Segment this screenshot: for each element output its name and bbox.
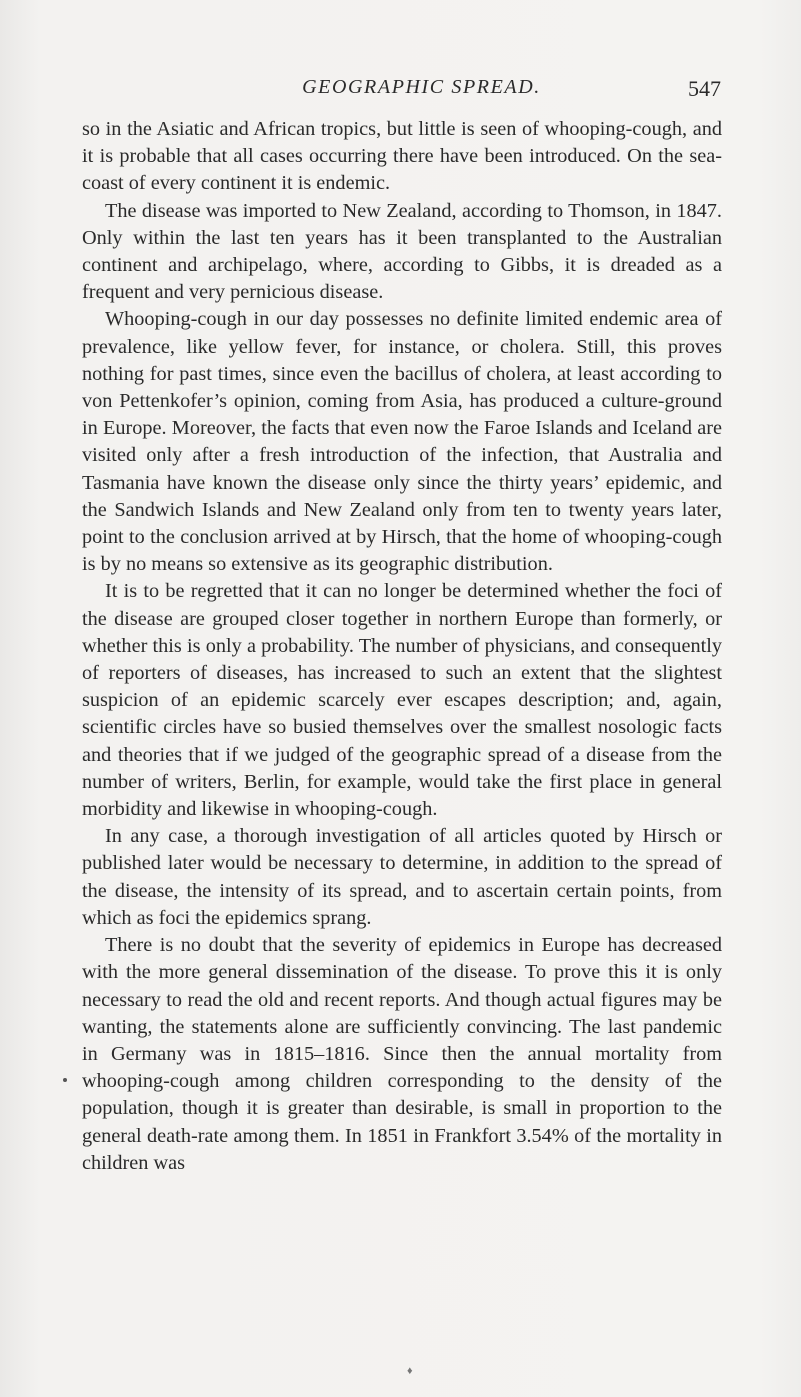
paragraph-2: The disease was imported to New Zealand, according to Thomson, in 1847. Only within the last ten years has it been transplanted to the Australian continent and archipelago, where, according to Gibbs, it is dreaded as a frequent and very pernicious disease.	[82, 199, 722, 304]
paragraph-3: Whooping-cough in our day possesses no definite limited endemic area of prevalence, like yellow fever, for instance, or cholera. Still, this proves nothing for past times, since even the bacillus of cholera, at least according to von Pettenkofer’s opinion, coming from Asia, has produced a culture-ground in Europe. Moreover, the facts that even now the Faroe Islands and Iceland are visited only after a fresh introduction of the infection, that Australia and Tasmania have known the disease only since the thirty years’ epidemic, and the Sandwich Islands and New Zealand only from ten to twenty years later, point to the conclusion arrived at by Hirsch, that the home of whooping-cough is by no means so extensive as its geographic distribution.	[82, 308, 722, 576]
running-head	[122, 76, 721, 106]
bottom-mark: ♦	[407, 1365, 413, 1377]
paragraph-1: so in the Asiatic and African tropics, but little is seen of whooping-cough, and it is probable that all cases occurring there have been introduced. On the sea-coast of every continent it is endemic.	[82, 118, 722, 195]
running-title: GEOGRAPHIC SPREAD.	[302, 76, 541, 98]
paragraph-4: It is to be regretted that it can no longer be determined whether the foci of the disease are grouped closer together in northern Europe than formerly, or whether this is only a probability. The number of physicians, and consequently of reporters of diseases, has increased to such an extent that the slightest suspicion of an epidemic scarcely ever escapes description; and, again, scientific circles have so busied themselves over the smallest nosologic facts and theories that if we judged of the geographic spread of a disease from the number of writers, Berlin, for example, would take the first place in general morbidity and likewise in whooping-cough.	[82, 580, 722, 821]
margin-mark	[63, 1078, 67, 1082]
page-number: 547	[688, 76, 721, 101]
paragraph-6: There is no doubt that the severity of epidemics in Europe has decreased with the more general dissemination of the disease. To prove this it is only necessary to read the old and recent reports. And though actual figures may be wanting, the statements alone are sufficiently convincing. The last pandemic in Germany was in 1815–1816. Since then the annual mortality from whooping-cough among children corresponding to the density of the population, though it is greater than desirable, is small in proportion to the general death-rate among them. In 1851 in Frankfort 3.54% of the mortality in children was	[82, 934, 722, 1174]
body-text	[82, 116, 722, 1177]
paragraph-5: In any case, a thorough investigation of all articles quoted by Hirsch or published later would be necessary to determine, in addition to the spread of the disease, the intensity of its spread, and to ascertain certain points, from which as foci the epidemics sprang.	[82, 825, 722, 929]
